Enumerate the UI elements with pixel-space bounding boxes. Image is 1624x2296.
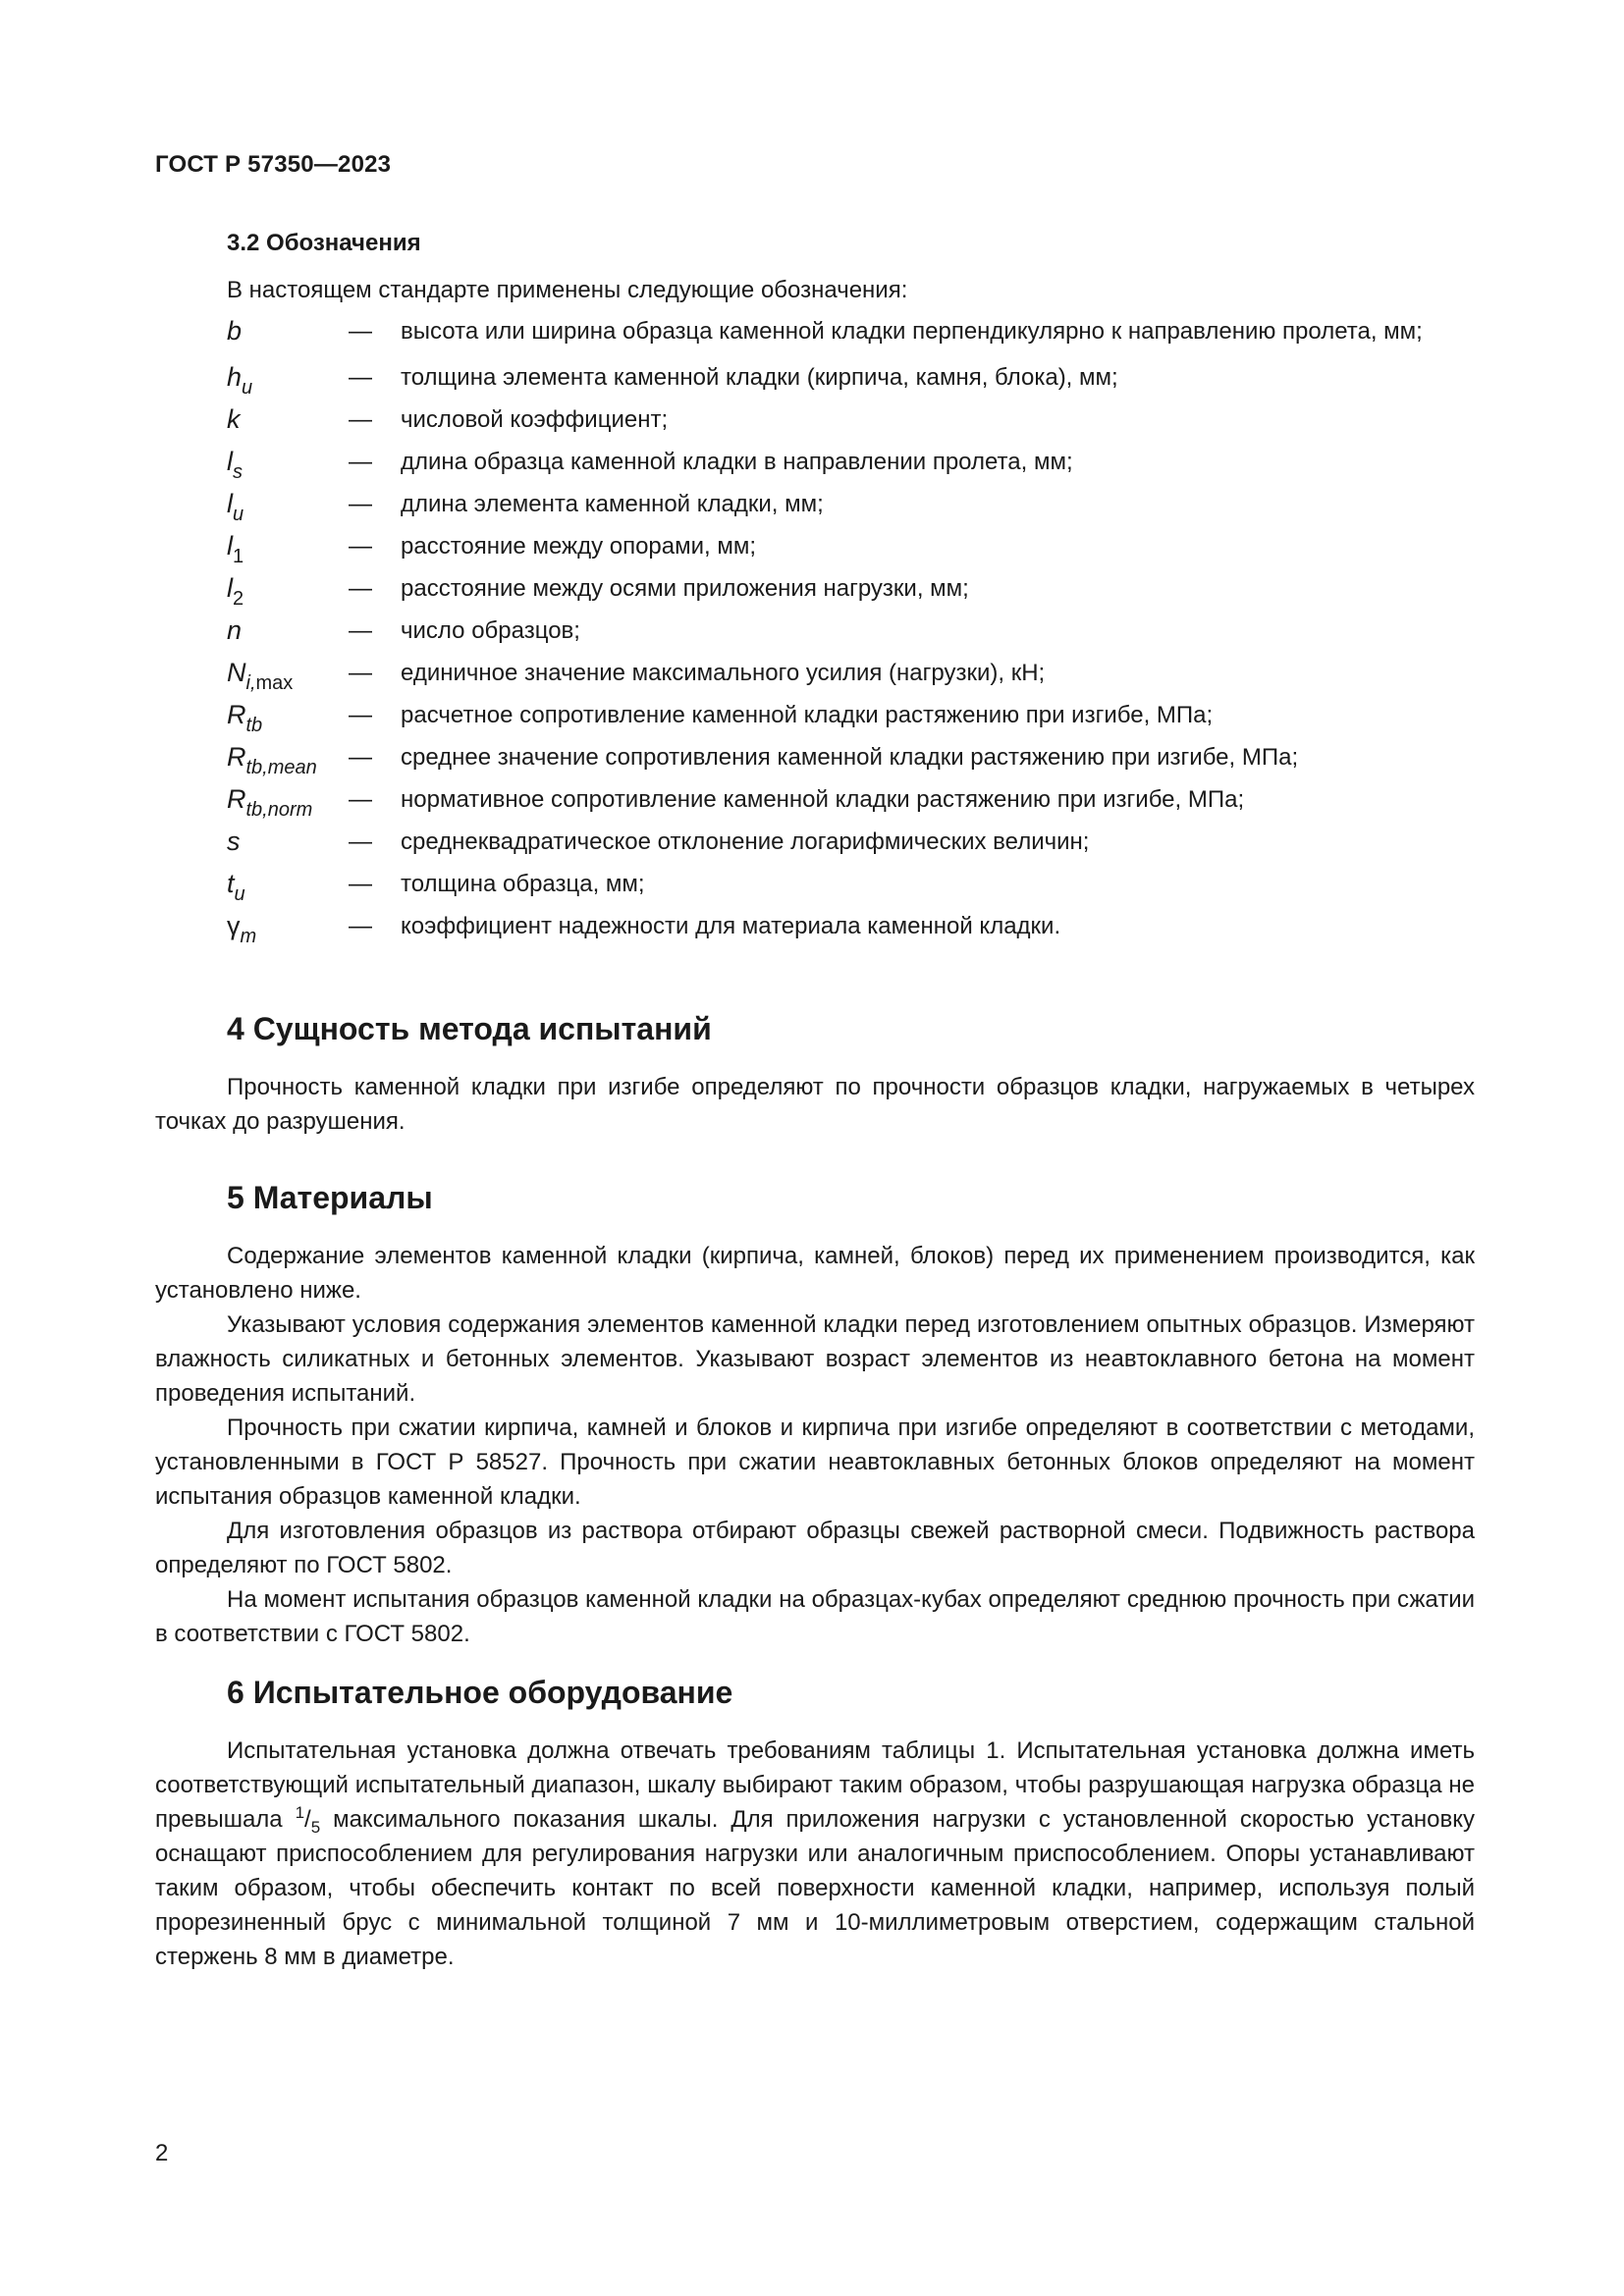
dash: —: [349, 575, 372, 602]
paragraph: Прочность каменной кладки при изгибе определяют по прочности образцов кладки, нагружаемых в четырех точках до разрушения.: [155, 1074, 1475, 1135]
fraction-slash: /: [304, 1806, 311, 1833]
paragraph: Прочность при сжатии кирпича, камней и блоков и кирпича при изгибе определяют в соответствии с методами, установленными в ГОСТ Р 58527. Прочность при сжатии неавтоклавных бетонных блоков определяют на момент испытания образцов каменной кладки.: [155, 1415, 1475, 1510]
dash: —: [349, 364, 372, 391]
dash: —: [349, 406, 372, 433]
symbols-list: [227, 314, 1474, 951]
symbol-description: толщина образца, мм;: [401, 871, 645, 897]
section-6-body: [155, 1734, 1475, 1974]
symbol-row: [227, 360, 1474, 399]
dash: —: [349, 702, 372, 728]
symbol-description: толщина элемента каменной кладки (кирпича, камня, блока), мм;: [401, 364, 1118, 391]
symbol: k: [227, 404, 241, 434]
dash: —: [349, 786, 372, 813]
symbol: $l_2$: [227, 573, 244, 610]
symbol: $l_u$: [227, 489, 244, 525]
page-number: 2: [155, 2140, 169, 2166]
section-heading-4: 4 Сущность метода испытаний: [227, 1011, 712, 1046]
symbol-row: [227, 571, 1474, 610]
symbol: $\gamma_m$: [227, 911, 257, 947]
symbol-description: длина элемента каменной кладки, мм;: [401, 491, 824, 517]
subsection-title-3-2: 3.2 Обозначения: [227, 230, 421, 256]
symbol-row: [227, 614, 1474, 648]
dash: —: [349, 491, 372, 517]
paragraph: На момент испытания образцов каменной кладки на образцах-кубах определяют среднюю прочность при сжатии в соответствии с ГОСТ 5802.: [155, 1586, 1475, 1647]
dash: —: [349, 660, 372, 686]
fraction-denominator: 5: [310, 1818, 321, 1837]
section-4-body: [155, 1070, 1475, 1139]
symbol-row: [227, 782, 1474, 821]
symbol: $l_s$: [227, 447, 243, 483]
section-heading-6: 6 Испытательное оборудование: [227, 1675, 733, 1710]
symbol-description: число образцов;: [401, 617, 580, 644]
symbol-description: числовой коэффициент;: [401, 406, 669, 433]
paragraph: Указывают условия содержания элементов каменной кладки перед изготовлением опытных образцов. Измеряют влажность силикатных и бетонных элементов. Указывают возраст элементов из неавтоклавного бетона на момент проведения испытаний.: [155, 1311, 1475, 1407]
symbol-description: единичное значение максимального усилия (нагрузки), кН;: [401, 660, 1046, 686]
section-heading-5: 5 Материалы: [227, 1180, 433, 1215]
section-5-body: [155, 1239, 1475, 1651]
symbol: $R_{tb,mean}$: [227, 742, 317, 778]
dash: —: [349, 828, 372, 855]
symbol-row: [227, 402, 1474, 437]
dash: —: [349, 871, 372, 897]
symbol-description: высота или ширина образца каменной кладки перпендикулярно к направлению пролета, мм;: [401, 318, 1423, 345]
symbol-row: [227, 314, 1474, 348]
symbol-description: расстояние между осями приложения нагрузки, мм;: [401, 575, 969, 602]
fraction-numerator: 1: [295, 1803, 305, 1822]
dash: —: [349, 744, 372, 771]
symbol: n: [227, 615, 243, 645]
document-header: ГОСТ Р 57350—2023: [155, 151, 392, 178]
symbols-intro: В настоящем стандарте применены следующие обозначения:: [227, 277, 908, 303]
paragraph: Испытательная установка должна отвечать требованиям таблицы 1. Испытательная установка должна иметь соответствующий испытательный диапазон, шкалу выбирают таким образом, чтобы разрушающая нагрузка образца не превышала $^1/_5$ максимального показания шкалы. Для приложения нагрузки с установленной скоростью установку оснащают приспособлением для регулирования нагрузки или аналогичным приспособлением. Опоры устанавливают таким образом, чтобы обеспечить контакт по всей поверхности каменной кладки, например, используя полый прорезиненный брус с минимальной толщиной 7 мм и 10-миллиметровым отверстием, содержащим стальной стержень 8 мм в диаметре.: [155, 1737, 1476, 1970]
symbol-description: длина образца каменной кладки в направлении пролета, мм;: [401, 449, 1073, 475]
symbol-row: [227, 909, 1474, 947]
symbol-row: [227, 656, 1474, 694]
dash: —: [349, 533, 372, 560]
paragraph: Для изготовления образцов из раствора отбирают образцы свежей растворной смеси. Подвижность раствора определяют по ГОСТ 5802.: [155, 1518, 1475, 1578]
symbol-row: [227, 529, 1474, 567]
dash: —: [349, 449, 372, 475]
symbol-description: среднеквадратическое отклонение логарифмических величин;: [401, 828, 1090, 855]
symbol: $R_{tb,norm}$: [227, 784, 313, 821]
symbol-row: [227, 445, 1474, 483]
dash: —: [349, 318, 372, 345]
symbol-row: [227, 825, 1474, 859]
symbol-description: среднее значение сопротивления каменной кладки растяжению при изгибе, МПа;: [401, 744, 1299, 771]
symbol-row: [227, 698, 1474, 736]
symbol-description: расчетное сопротивление каменной кладки растяжению при изгибе, МПа;: [401, 702, 1214, 728]
symbol-row: [227, 740, 1474, 778]
symbol-description: коэффициент надежности для материала каменной кладки.: [401, 913, 1061, 939]
symbol: $l_1$: [227, 531, 244, 567]
symbol: $R_{tb}$: [227, 700, 263, 736]
symbol: $t_u$: [227, 869, 245, 905]
symbol: $N_{i,max}$: [227, 658, 294, 694]
symbol-description: расстояние между опорами, мм;: [401, 533, 757, 560]
paragraph: Содержание элементов каменной кладки (кирпича, камней, блоков) перед их применением производится, как установлено ниже.: [155, 1243, 1475, 1304]
symbol: b: [227, 316, 243, 346]
symbol-row: [227, 487, 1474, 525]
symbol-row: [227, 867, 1474, 905]
symbol: $h_u$: [227, 362, 253, 399]
dash: —: [349, 913, 372, 939]
dash: —: [349, 617, 372, 644]
symbol: s: [227, 827, 241, 856]
symbol-description: нормативное сопротивление каменной кладки растяжению при изгибе, МПа;: [401, 786, 1245, 813]
